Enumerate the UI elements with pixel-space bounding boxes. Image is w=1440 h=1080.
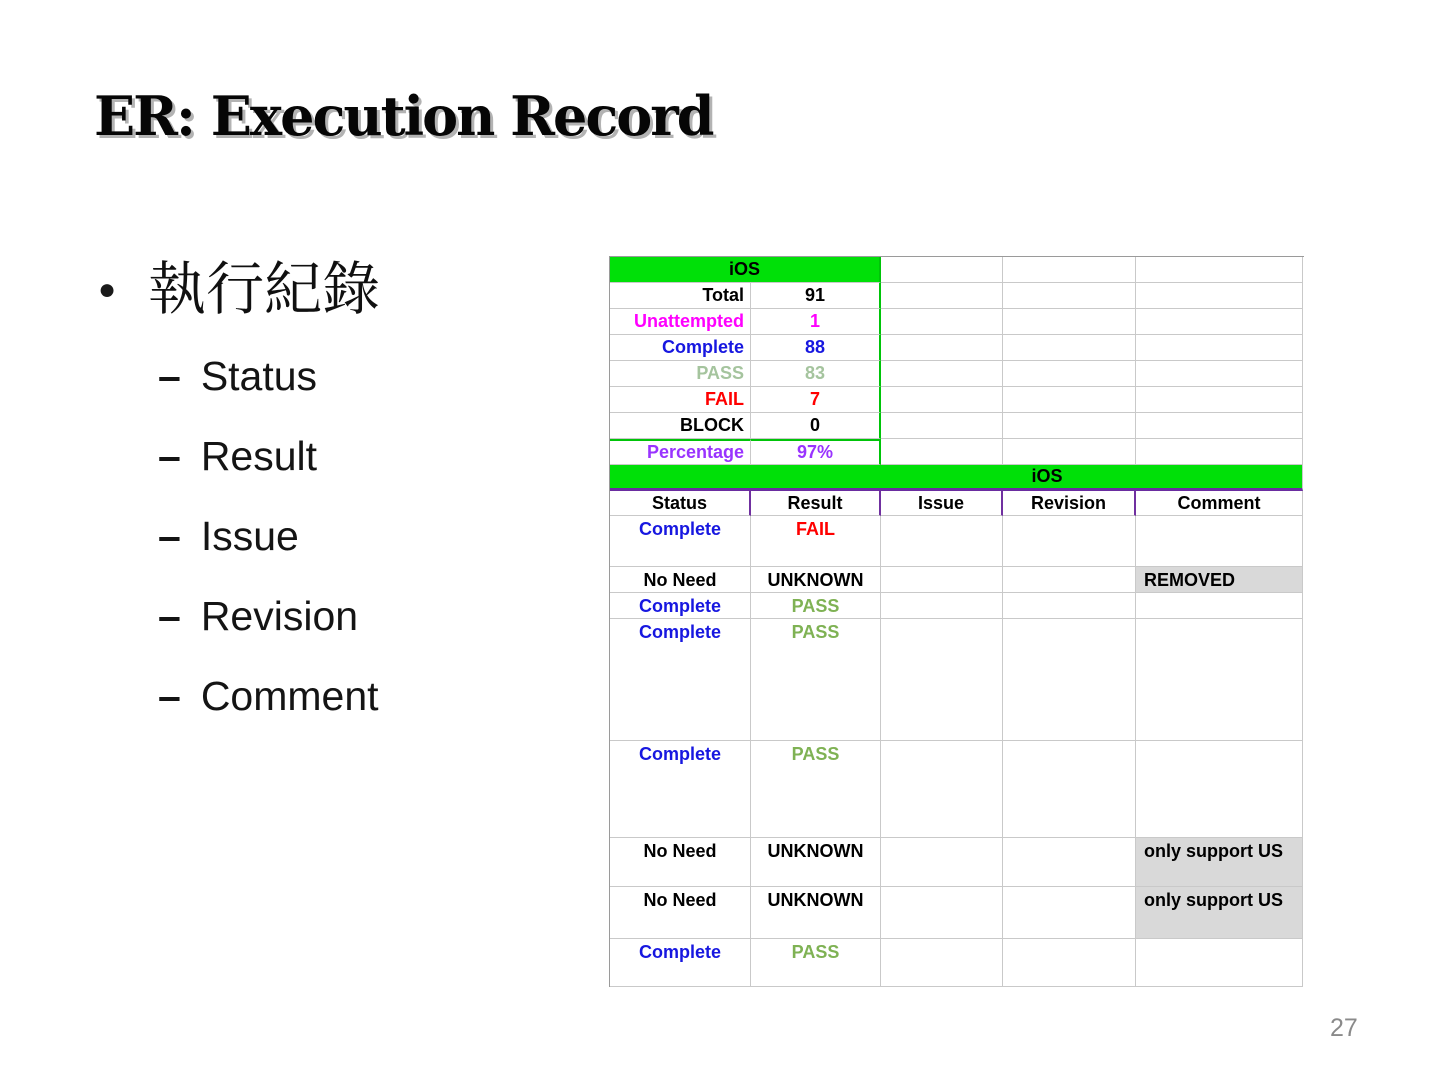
sub-bullet-label: Status — [200, 353, 318, 399]
table-row — [610, 887, 1303, 939]
revision-cell — [1003, 887, 1136, 939]
status-cell: No Need — [610, 887, 751, 939]
status-cell: Complete — [610, 516, 751, 567]
summary-label-cell: Total — [610, 283, 751, 309]
issue-cell — [881, 887, 1003, 939]
column-header-result: Result — [751, 491, 881, 516]
bullet-item-main — [98, 258, 380, 322]
dash-bullet-icon: – — [158, 673, 179, 719]
table-row — [610, 283, 1303, 309]
issue-cell — [881, 593, 1003, 619]
spreadsheet-screenshot — [609, 256, 1304, 987]
detail-header-label: iOS — [1031, 466, 1063, 486]
sub-bullet-comment — [158, 673, 379, 756]
revision-cell — [1003, 838, 1136, 887]
status-cell: No Need — [610, 567, 751, 593]
table-row — [610, 939, 1303, 987]
result-cell: PASS — [751, 593, 881, 619]
revision-cell — [1003, 939, 1136, 987]
dash-bullet-icon: – — [158, 353, 179, 399]
empty-cell — [1003, 283, 1136, 309]
empty-cell — [1003, 387, 1136, 413]
empty-cell — [1136, 309, 1303, 335]
empty-cell — [1136, 283, 1303, 309]
issue-cell — [881, 741, 1003, 838]
status-cell: Complete — [610, 593, 751, 619]
empty-cell — [1003, 257, 1136, 283]
bullet-main-label: 執行紀錄 — [148, 257, 381, 322]
sub-bullet-issue — [158, 513, 379, 596]
column-header-comment: Comment — [1136, 491, 1303, 516]
table-row — [610, 309, 1303, 335]
issue-cell — [881, 567, 1003, 593]
summary-value-cell: 7 — [751, 387, 881, 413]
summary-value-cell: 97% — [751, 439, 881, 465]
summary-value-cell: 83 — [751, 361, 881, 387]
summary-label-cell: FAIL — [610, 387, 751, 413]
empty-cell — [881, 309, 1003, 335]
status-cell: Complete — [610, 741, 751, 838]
result-cell: PASS — [751, 939, 881, 987]
sub-bullet-result — [158, 433, 379, 516]
empty-cell — [1136, 335, 1303, 361]
table-row — [610, 257, 1303, 283]
summary-value-cell: 0 — [751, 413, 881, 439]
empty-cell — [1136, 361, 1303, 387]
empty-cell — [1136, 387, 1303, 413]
dash-bullet-icon: – — [158, 513, 179, 559]
result-cell: UNKNOWN — [751, 887, 881, 939]
empty-cell — [1136, 257, 1303, 283]
sub-bullet-revision — [158, 593, 379, 676]
sub-bullet-list — [158, 353, 379, 756]
result-cell: UNKNOWN — [751, 567, 881, 593]
empty-cell — [1003, 361, 1136, 387]
table-row — [610, 413, 1303, 439]
status-cell: Complete — [610, 619, 751, 741]
summary-label-cell: PASS — [610, 361, 751, 387]
revision-cell — [1003, 567, 1136, 593]
empty-cell — [881, 387, 1003, 413]
issue-cell — [881, 516, 1003, 567]
table-row — [610, 361, 1303, 387]
column-header-issue: Issue — [881, 491, 1003, 516]
slide-title: ER: Execution Record — [94, 84, 713, 148]
column-header-revision: Revision — [1003, 491, 1136, 516]
comment-cell: only support US — [1136, 887, 1303, 939]
empty-cell — [881, 413, 1003, 439]
issue-cell — [881, 939, 1003, 987]
comment-cell — [1136, 741, 1303, 838]
table-row — [610, 593, 1303, 619]
comment-cell: only support US — [1136, 838, 1303, 887]
revision-cell — [1003, 741, 1136, 838]
dash-bullet-icon: – — [158, 593, 179, 639]
table-row — [610, 516, 1303, 567]
empty-cell — [1003, 413, 1136, 439]
issue-cell — [881, 619, 1003, 741]
result-cell: PASS — [751, 741, 881, 838]
comment-cell — [1136, 939, 1303, 987]
sub-bullet-label: Issue — [200, 513, 299, 559]
summary-value-cell: 1 — [751, 309, 881, 335]
summary-value-cell: 91 — [751, 283, 881, 309]
comment-cell — [1136, 516, 1303, 567]
empty-cell — [881, 361, 1003, 387]
summary-label-cell: Percentage — [610, 439, 751, 465]
table-row — [610, 838, 1303, 887]
result-cell: PASS — [751, 619, 881, 741]
empty-cell — [1136, 413, 1303, 439]
bullet-icon: ● — [98, 273, 117, 307]
sub-bullet-status — [158, 353, 379, 436]
empty-cell — [1136, 439, 1303, 465]
sub-bullet-label: Revision — [200, 593, 359, 639]
summary-label-cell: BLOCK — [610, 413, 751, 439]
issue-cell — [881, 838, 1003, 887]
table-row — [610, 567, 1303, 593]
revision-cell — [1003, 516, 1136, 567]
table-row — [610, 741, 1303, 838]
result-cell: FAIL — [751, 516, 881, 567]
detail-column-header-row — [610, 491, 1303, 516]
empty-cell — [881, 335, 1003, 361]
sub-bullet-label: Comment — [200, 673, 379, 719]
result-cell: UNKNOWN — [751, 838, 881, 887]
table-row — [610, 439, 1303, 465]
sub-bullet-label: Result — [200, 433, 318, 479]
table-row — [610, 387, 1303, 413]
status-cell: Complete — [610, 939, 751, 987]
empty-cell — [1003, 309, 1136, 335]
empty-cell — [1003, 439, 1136, 465]
column-header-status: Status — [610, 491, 751, 516]
table-row — [610, 619, 1303, 741]
comment-cell — [1136, 619, 1303, 741]
summary-value-cell: 88 — [751, 335, 881, 361]
revision-cell — [1003, 593, 1136, 619]
summary-label-cell: Unattempted — [610, 309, 751, 335]
empty-cell — [1003, 335, 1136, 361]
table-row — [610, 335, 1303, 361]
revision-cell — [1003, 619, 1136, 741]
detail-header-bar — [610, 465, 1303, 491]
comment-cell: REMOVED — [1136, 567, 1303, 593]
summary-label-cell: Complete — [610, 335, 751, 361]
summary-header-cell: iOS — [610, 257, 881, 283]
empty-cell — [881, 257, 1003, 283]
empty-cell — [881, 283, 1003, 309]
page-number: 27 — [1330, 1014, 1358, 1042]
status-cell: No Need — [610, 838, 751, 887]
comment-cell — [1136, 593, 1303, 619]
dash-bullet-icon: – — [158, 433, 179, 479]
empty-cell — [881, 439, 1003, 465]
